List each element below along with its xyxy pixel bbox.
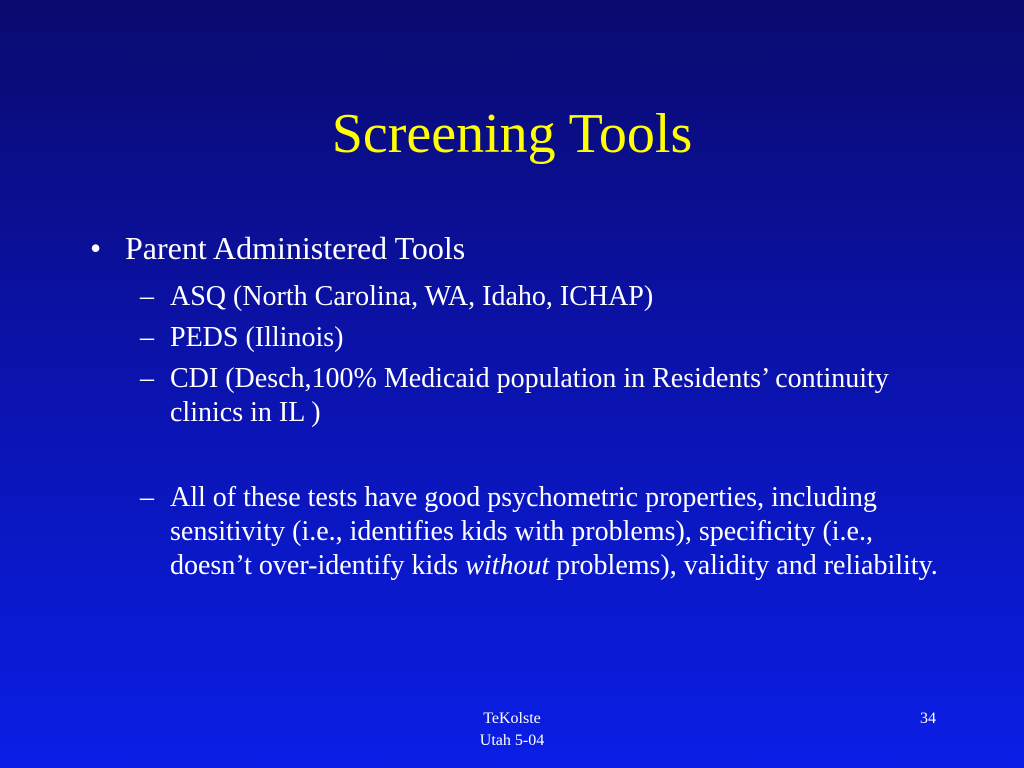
sub-item-text: ASQ (North Carolina, WA, Idaho, ICHAP) xyxy=(170,281,654,312)
slide-body xyxy=(88,228,948,590)
dash-marker: – xyxy=(140,281,154,312)
bullet-parent-administered-tools xyxy=(88,228,948,268)
note-text-part1: All of these tests have good psychometric properties, including sensitivity (i.e., identifies kids with problems), specificity (i.e., doesn’t over-identify kids xyxy=(170,482,877,581)
note-italic-text: without xyxy=(465,550,550,581)
footer-author: TeKolste xyxy=(483,710,541,727)
bullet-marker: • xyxy=(90,230,102,266)
spacer xyxy=(88,437,948,481)
dash-marker: – xyxy=(140,322,154,353)
sub-item-text: CDI (Desch,100% Medicaid population in Residents’ continuity clinics in IL ) xyxy=(170,363,889,428)
sub-item-psychometric-note xyxy=(88,481,948,583)
note-text-part2: problems), validity and reliability. xyxy=(549,550,938,581)
footer-event: Utah 5-04 xyxy=(479,732,545,749)
sub-item-text: PEDS (Illinois) xyxy=(170,322,344,353)
footer-center xyxy=(432,708,592,752)
slide-title: Screening Tools xyxy=(331,103,693,165)
dash-marker: – xyxy=(140,482,154,513)
bullet-text: Parent Administered Tools xyxy=(125,230,466,266)
slide-number: 34 xyxy=(920,710,936,727)
sub-item-peds xyxy=(88,321,948,355)
sub-item-asq xyxy=(88,280,948,314)
dash-marker: – xyxy=(140,363,154,394)
sub-item-cdi xyxy=(88,362,948,430)
